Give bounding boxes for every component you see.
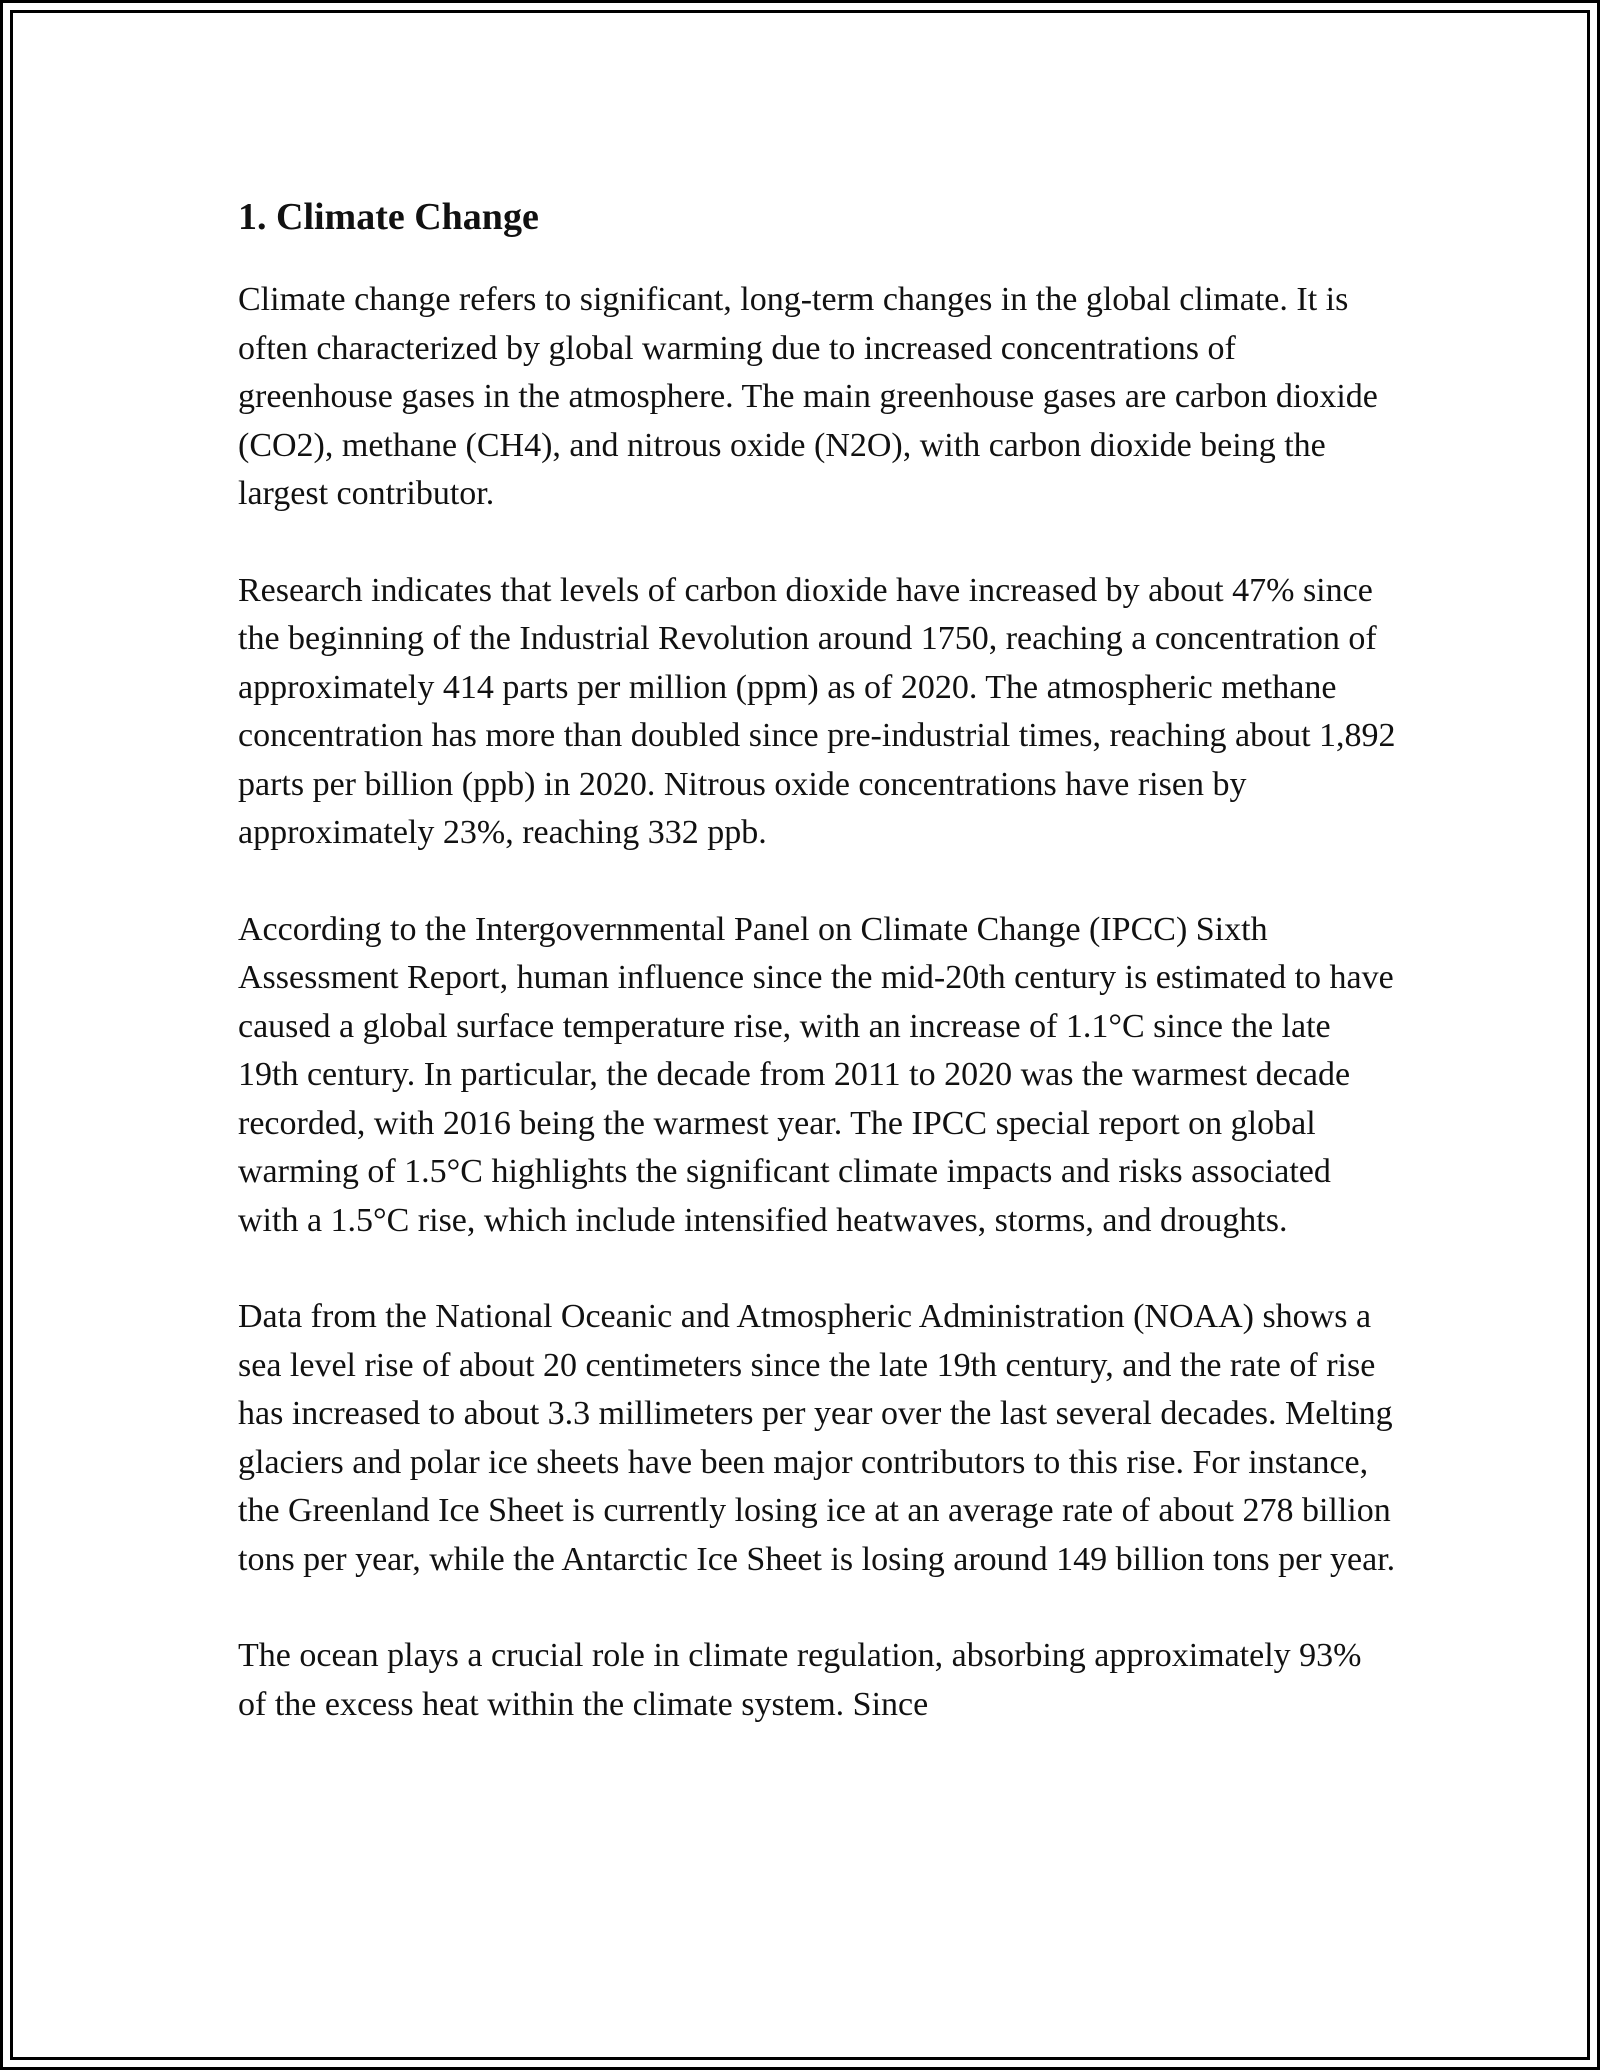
paragraph-greenhouse-gases: Climate change refers to significant, long-term changes in the global climate. It is often characterized by global warming due to increased concentrations of greenhouse gases in the atmosphere. The main greenhouse gases are carbon dioxide (CO2), methane (CH4), and nitrous oxide (N2O), with carbon dioxide being the largest contributor. xyxy=(238,281,1378,512)
paragraph-concentrations: Research indicates that levels of carbon dioxide have increased by about 47% since the beginning of the Industrial Revolution around 1750, reaching a concentration of approximately 414 parts per million (ppm) as of 2020. The atmospheric methane concentration has more than doubled since pre-industrial times, reaching about 1,892 parts per billion (ppb) in 2020. Nitrous oxide concentrations have risen by approximately 23%, reaching 332 ppb. xyxy=(238,571,1396,851)
section-title: 1. Climate Change xyxy=(238,196,539,238)
document-body xyxy=(238,186,1398,1777)
paragraph-ipcc-temperature: According to the Intergovernmental Panel on Climate Change (IPCC) Sixth Assessment Report, human influence since the mid-20th century is estimated to have caused a global surface temperature rise, with an increase of 1.1°C since the late 19th century. In particular, the decade from 2011 to 2020 was the warmest decade recorded, with 2016 being the warmest year. The IPCC special report on global warming of 1.5°C highlights the significant climate impacts and risks associated with a 1.5°C rise, which include intensified heatwaves, storms, and droughts. xyxy=(238,910,1394,1239)
paragraph-ocean: The ocean plays a crucial role in climate regulation, absorbing approximately 93% of the excess heat within the climate system. Since xyxy=(238,1637,1362,1723)
paragraph-sea-level: Data from the National Oceanic and Atmospheric Administration (NOAA) shows a sea level rise of about 20 centimeters since the late 19th century, and the rate of rise has increased to about 3.3 millimeters per year over the last several decades. Melting glaciers and polar ice sheets have been major contributors to this rise. For instance, the Greenland Ice Sheet is currently losing ice at an average rate of about 278 billion tons per year, while the Antarctic Ice Sheet is losing around 149 billion tons per year. xyxy=(238,1298,1396,1578)
